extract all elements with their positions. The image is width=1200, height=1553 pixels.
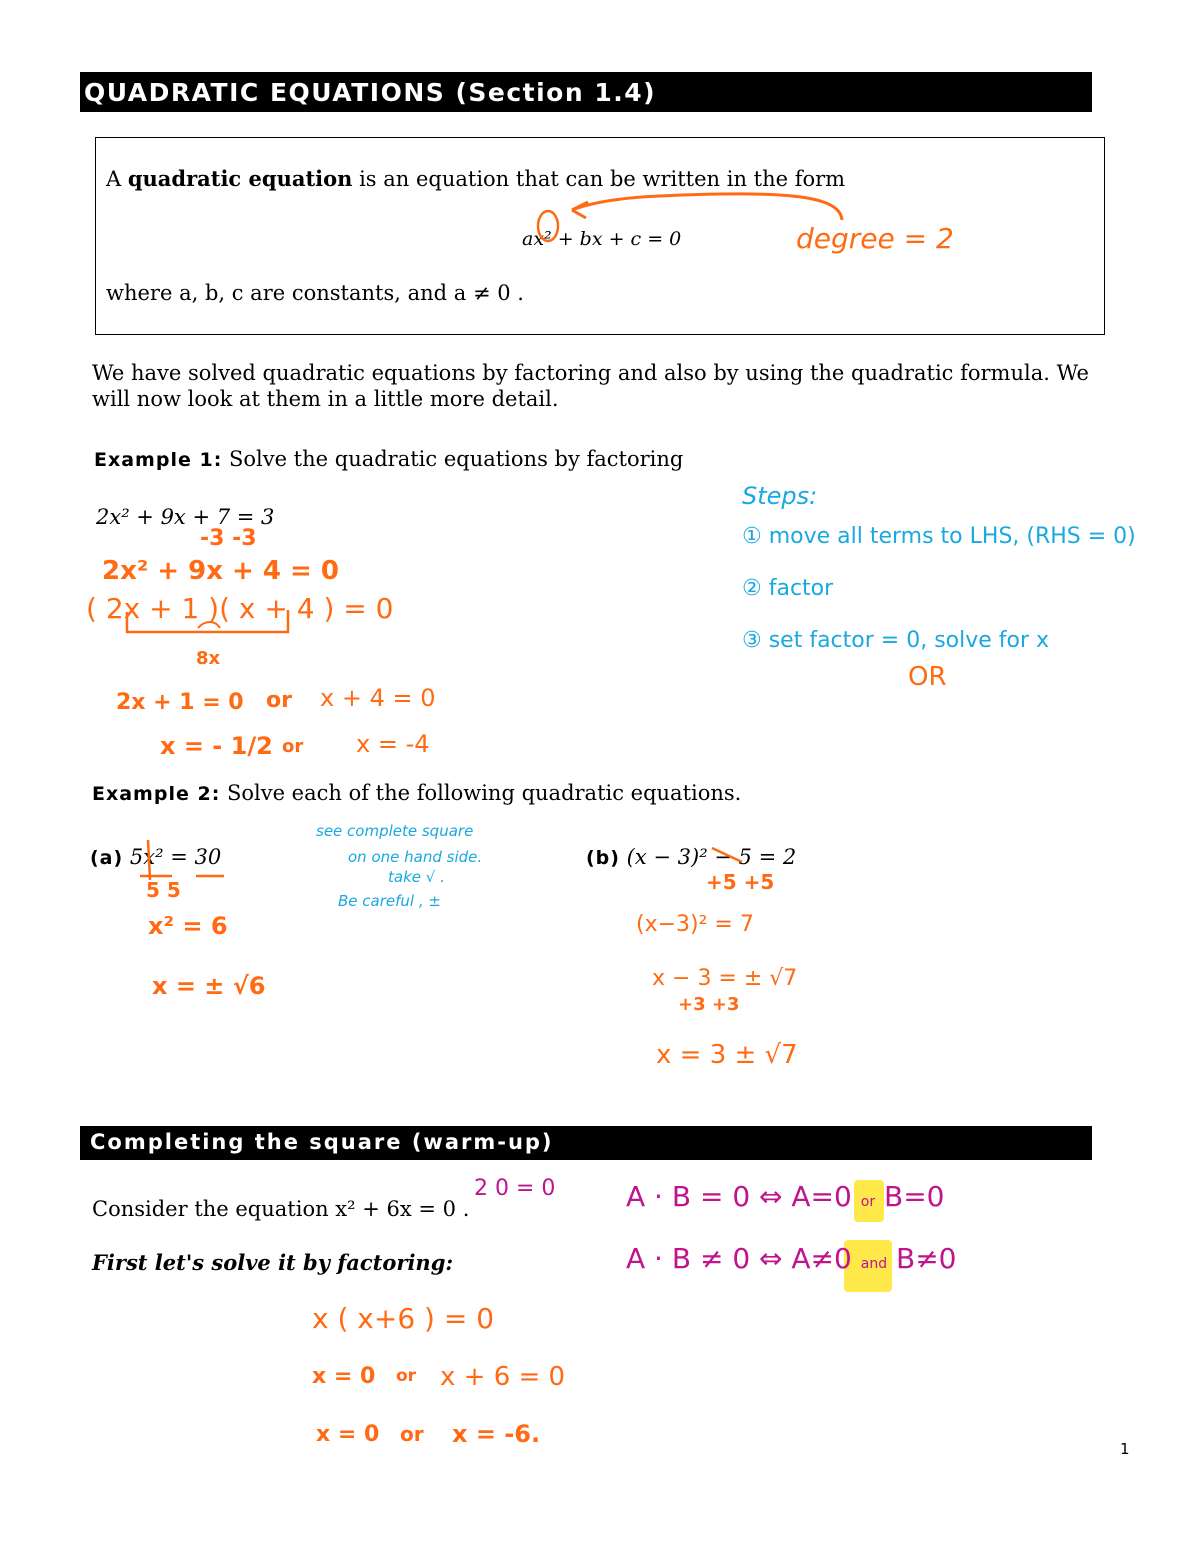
- ex1-work-factored: ( 2x + 1 )( x + 4 ) = 0: [86, 592, 394, 625]
- sec2-zero2: x + 6 = 0: [440, 1362, 566, 1392]
- def-term: quadratic equation: [127, 166, 353, 191]
- step-3: ③ set factor = 0, solve for x: [742, 628, 1050, 653]
- page-number: 1: [1120, 1440, 1130, 1458]
- example2-label: Example 2:: [92, 783, 221, 805]
- sec2-factored: x ( x+6 ) = 0: [312, 1302, 495, 1335]
- ex1-sol2: x = -4: [356, 730, 430, 758]
- ex1-work-or2: or: [282, 736, 304, 757]
- ex1-work-middle-term: 8x: [196, 648, 221, 669]
- degree-annotation: degree = 2: [796, 222, 954, 255]
- definition-line3: where a, b, c are constants, and a ≠ 0 .: [106, 281, 524, 305]
- step-2: ② factor: [742, 576, 834, 601]
- sec2-or1: or: [396, 1366, 417, 1386]
- ex1-work-zero1: 2x + 1 = 0: [116, 690, 244, 715]
- sec2-zero1: x = 0: [312, 1364, 376, 1389]
- first-factoring-heading: First let's solve it by factoring:: [92, 1250, 454, 1275]
- sec2-or2: or: [400, 1422, 424, 1446]
- ex1-work-or1: or: [266, 688, 292, 713]
- part-a-solution: x = ± √6: [152, 972, 266, 1000]
- exponent-circle: [538, 211, 558, 241]
- part-b-label: (b): [586, 847, 620, 869]
- foil-inner-mark: [198, 622, 220, 628]
- rule1-left: A · B = 0 ⇔ A=0: [626, 1180, 852, 1213]
- section-title: QUADRATIC EQUATIONS (Section 1.4): [84, 78, 657, 107]
- part-b-equation: (x − 3)² − 5 = 2: [626, 845, 797, 869]
- part-a-equation: 5x² = 30: [129, 845, 222, 869]
- standard-form-formula: ax² + bx + c = 0: [522, 228, 682, 250]
- part-b-step2: x − 3 = ± √7: [652, 966, 798, 991]
- sec2-sol1: x = 0: [316, 1422, 380, 1447]
- degree-arrowhead: [572, 202, 588, 218]
- part-a-step1: x² = 6: [148, 912, 228, 940]
- rhs-zero-note: 2 0 = 0: [474, 1176, 556, 1201]
- or-label: OR: [908, 662, 947, 692]
- rule2-and: and: [860, 1256, 888, 1272]
- part-b-add: +5 +5: [706, 870, 775, 894]
- example1-equation: 2x² + 9x + 7 = 3: [96, 505, 275, 529]
- part-b-add3: +3 +3: [678, 994, 740, 1015]
- part-a-divide: 5 5: [146, 878, 181, 902]
- def-prefix: A: [106, 167, 128, 191]
- step-1: ① move all terms to LHS, (RHS = 0): [742, 524, 1136, 549]
- example2-text: Solve each of the following quadratic equations.: [220, 781, 742, 805]
- example1-text: Solve the quadratic equations by factoring: [222, 447, 684, 471]
- intro-line2: will now look at them in a little more detail.: [92, 387, 559, 411]
- note-line1: see complete square: [316, 822, 474, 840]
- consider-equation: Consider the equation x² + 6x = 0 .: [92, 1197, 470, 1221]
- steps-title: Steps:: [742, 482, 818, 510]
- sec2-sol2: x = -6.: [452, 1420, 541, 1448]
- rule2-right: B≠0: [896, 1242, 957, 1275]
- example1-label: Example 1:: [94, 449, 223, 471]
- ex1-work-line1: 2x² + 9x + 4 = 0: [102, 556, 339, 586]
- foil-bracket: [127, 610, 288, 632]
- part-b-cancel: [712, 848, 742, 862]
- part-a-cancel: [148, 840, 150, 880]
- note-line3: take √ .: [388, 868, 445, 886]
- ex1-work-subtract: -3 -3: [200, 526, 257, 551]
- section2-title: Completing the square (warm-up): [90, 1130, 554, 1154]
- note-line4: Be careful , ±: [338, 892, 441, 910]
- note-line2: on one hand side.: [348, 848, 483, 866]
- part-b-step1: (x−3)² = 7: [636, 912, 754, 937]
- intro-line1: We have solved quadratic equations by factoring and also by using the quadratic formula. We: [92, 361, 1089, 385]
- def-suffix: is an equation that can be written in the form: [352, 167, 846, 191]
- part-b-solution: x = 3 ± √7: [656, 1040, 798, 1070]
- rule2-left: A · B ≠ 0 ⇔ A≠0: [626, 1242, 852, 1275]
- part-a-label: (a): [90, 847, 124, 869]
- degree-arrow: [572, 194, 842, 220]
- rule1-right: B=0: [883, 1180, 945, 1213]
- ex1-work-zero2: x + 4 = 0: [320, 684, 436, 712]
- ex1-sol1: x = - 1/2: [160, 732, 273, 760]
- rule1-or: or: [860, 1194, 876, 1210]
